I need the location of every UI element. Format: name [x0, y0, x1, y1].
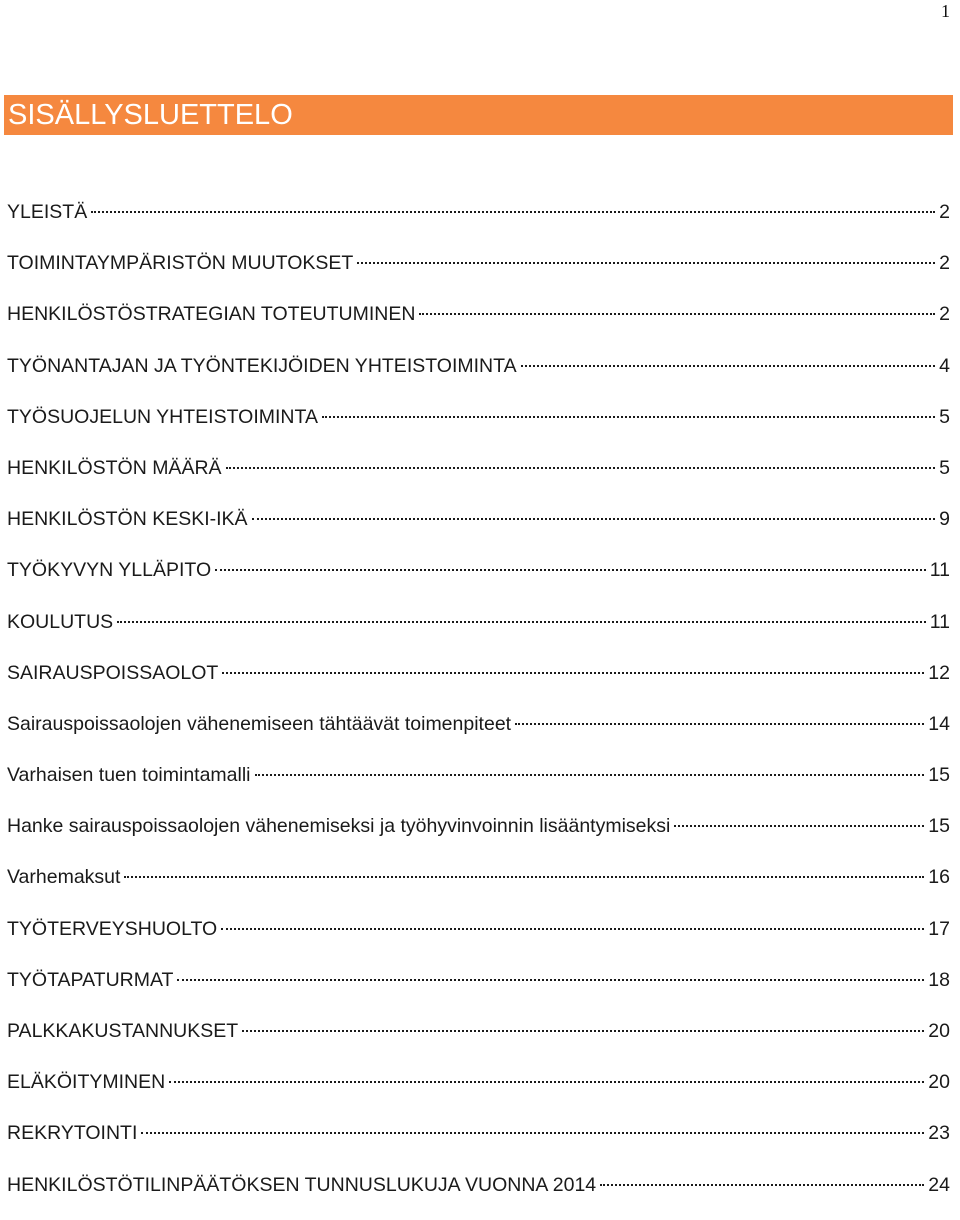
table-of-contents	[7, 196, 950, 1220]
toc-entry[interactable]	[7, 1117, 950, 1168]
toc-dot-leader	[252, 518, 936, 520]
toc-entry-page: 11	[929, 610, 950, 633]
toc-dot-leader	[255, 774, 925, 776]
toc-entry-page: 15	[928, 815, 950, 838]
toc-entry-page: 11	[929, 559, 950, 582]
toc-dot-leader	[215, 569, 926, 571]
toc-entry-title: HENKILÖSTÖN MÄÄRÄ	[7, 456, 222, 479]
toc-dot-leader	[515, 723, 924, 725]
toc-entry-title: SAIRAUSPOISSAOLOT	[7, 661, 219, 684]
toc-entry[interactable]	[7, 657, 950, 708]
toc-entry[interactable]	[7, 247, 950, 298]
toc-entry-page: 4	[939, 354, 950, 377]
toc-entry[interactable]	[7, 913, 950, 964]
toc-entry-page: 15	[928, 764, 950, 787]
toc-entry-title: HENKILÖSTÖN KESKI-IKÄ	[7, 508, 248, 531]
toc-dot-leader	[419, 313, 935, 315]
toc-entry[interactable]	[7, 196, 950, 247]
toc-entry[interactable]	[7, 810, 950, 861]
toc-entry-title: YLEISTÄ	[7, 201, 88, 223]
toc-entry-page: 2	[939, 201, 950, 223]
toc-entry-title: PALKKAKUSTANNUKSET	[7, 1020, 239, 1042]
toc-dot-leader	[141, 1132, 924, 1134]
toc-dot-leader	[124, 876, 924, 878]
toc-entry-title: HENKILÖSTÖSTRATEGIAN TOTEUTUMINEN	[7, 303, 416, 326]
toc-entry-page: 16	[928, 866, 950, 889]
toc-dot-leader	[521, 365, 936, 367]
page-number: 1	[941, 1, 950, 21]
toc-entry-page: 24	[928, 1173, 950, 1196]
toc-entry-page: 5	[939, 456, 950, 479]
toc-dot-leader	[91, 211, 935, 213]
toc-entry[interactable]	[7, 1015, 950, 1066]
toc-dot-leader	[222, 672, 924, 674]
toc-entry-page: 5	[939, 405, 950, 428]
toc-entry[interactable]	[7, 401, 950, 452]
toc-entry-page: 12	[928, 661, 950, 684]
toc-dot-leader	[117, 621, 926, 623]
toc-entry-title: Varhaisen tuen toimintamalli	[7, 764, 251, 787]
toc-entry[interactable]	[7, 759, 950, 810]
toc-entry-page: 2	[939, 252, 950, 275]
toc-entry-title: TYÖSUOJELUN YHTEISTOIMINTA	[7, 405, 318, 428]
toc-entry-title: TOIMINTAYMPÄRISTÖN MUUTOKSET	[7, 252, 354, 275]
toc-entry[interactable]	[7, 1066, 950, 1117]
toc-entry-title: KOULUTUS	[7, 610, 114, 633]
toc-entry-title: TYÖTAPATURMAT	[7, 968, 174, 991]
toc-dot-leader	[600, 1184, 924, 1186]
toc-entry-title: REKRYTOINTI	[7, 1122, 138, 1145]
toc-entry-page: 18	[928, 968, 950, 991]
toc-entry[interactable]	[7, 964, 950, 1015]
toc-dot-leader	[226, 467, 936, 469]
toc-entry[interactable]	[7, 708, 950, 759]
toc-entry[interactable]	[7, 1169, 950, 1220]
toc-entry-page: 14	[928, 712, 950, 735]
toc-entry[interactable]	[7, 350, 950, 401]
toc-entry[interactable]	[7, 503, 950, 554]
page-title: SISÄLLYSLUETTELO	[8, 99, 293, 131]
toc-entry-title: HENKILÖSTÖTILINPÄÄTÖKSEN TUNNUSLUKUJA VUONNA 2014	[7, 1173, 597, 1196]
toc-dot-leader	[177, 979, 924, 981]
toc-entry-title: TYÖTERVEYSHUOLTO	[7, 917, 218, 940]
toc-entry[interactable]	[7, 554, 950, 605]
toc-entry-page: 17	[928, 917, 950, 940]
heading-bar	[4, 95, 953, 135]
toc-dot-leader	[674, 825, 924, 827]
toc-entry[interactable]	[7, 606, 950, 657]
toc-entry-title: Hanke sairauspoissaolojen vähenemiseksi ja työhyvinvoinnin lisääntymiseksi	[7, 815, 671, 838]
toc-dot-leader	[357, 262, 935, 264]
toc-entry-title: Varhemaksut	[7, 866, 121, 889]
toc-entry-title: TYÖNANTAJAN JA TYÖNTEKIJÖIDEN YHTEISTOIMINTA	[7, 354, 517, 377]
toc-dot-leader	[242, 1030, 924, 1032]
toc-entry-title: Sairauspoissaolojen vähenemiseen tähtäävät toimenpiteet	[7, 712, 512, 735]
toc-entry[interactable]	[7, 452, 950, 503]
toc-entry-page: 2	[939, 303, 950, 326]
toc-entry-page: 20	[928, 1020, 950, 1042]
toc-entry-page: 9	[939, 508, 950, 531]
toc-entry[interactable]	[7, 298, 950, 349]
toc-dot-leader	[169, 1081, 924, 1083]
toc-dot-leader	[322, 416, 935, 418]
toc-entry-title: ELÄKÖITYMINEN	[7, 1071, 166, 1094]
toc-entry[interactable]	[7, 861, 950, 912]
toc-entry-page: 23	[928, 1122, 950, 1145]
toc-entry-page: 20	[928, 1071, 950, 1094]
toc-dot-leader	[221, 928, 924, 930]
toc-entry-title: TYÖKYVYN YLLÄPITO	[7, 559, 212, 582]
